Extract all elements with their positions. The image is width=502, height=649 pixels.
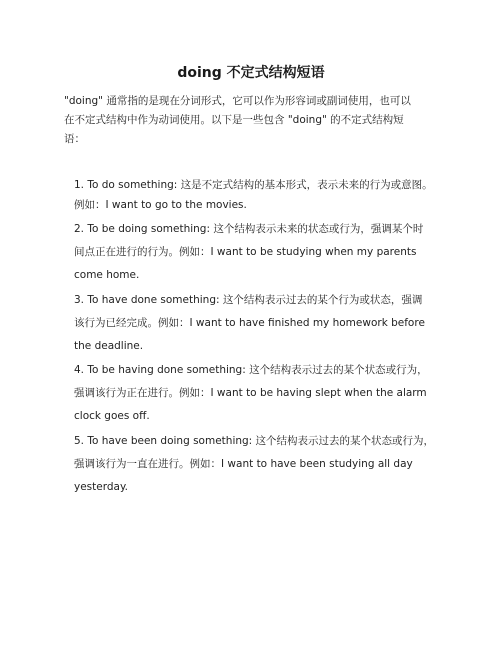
item-4-line-2: 强调该行为正在进行。例如：I want to be having slept when the alarm [74, 387, 427, 399]
item-1-line-1: 1. To do something: 这是不定式结构的基本形式，表示未来的行为或意图。 [74, 179, 433, 191]
intro-line-1: "doing" 通常指的是现在分词形式，它可以作为形容词或副词使用，也可以 [64, 95, 411, 107]
item-2-line-1: 2. To be doing something: 这个结构表示未来的状态或行为，强调某个时 [74, 223, 424, 235]
document-title: doing 不定式结构短语 [177, 65, 325, 81]
item-4-line-1: 4. To be having done something: 这个结构表示过去的某个状态或行为， [74, 364, 428, 376]
item-4-line-3: clock goes off. [74, 410, 150, 422]
item-2-line-2: 间点正在进行的行为。例如：I want to be studying when my parents [74, 246, 417, 258]
item-3-line-3: the deadline. [74, 340, 144, 352]
item-5-line-3: yesterday. [74, 481, 129, 493]
item-1-line-2: 例如：I want to go to the movies. [74, 199, 247, 211]
item-5-line-1: 5. To have been doing something: 这个结构表示过去的某个状态或行为， [74, 435, 435, 447]
item-3-line-1: 3. To have done something: 这个结构表示过去的某个行为或状态，强调 [74, 294, 423, 306]
item-3-line-2: 该行为已经完成。例如：I want to have finished my homework before [74, 317, 425, 329]
item-2-line-3: come home. [74, 269, 140, 281]
item-5-line-2: 强调该行为一直在进行。例如：I want to have been studying all day [74, 458, 413, 470]
intro-line-2: 在不定式结构中作为动词使用。以下是一些包含 "doing" 的不定式结构短 [64, 114, 404, 126]
intro-line-3: 语： [64, 133, 85, 145]
